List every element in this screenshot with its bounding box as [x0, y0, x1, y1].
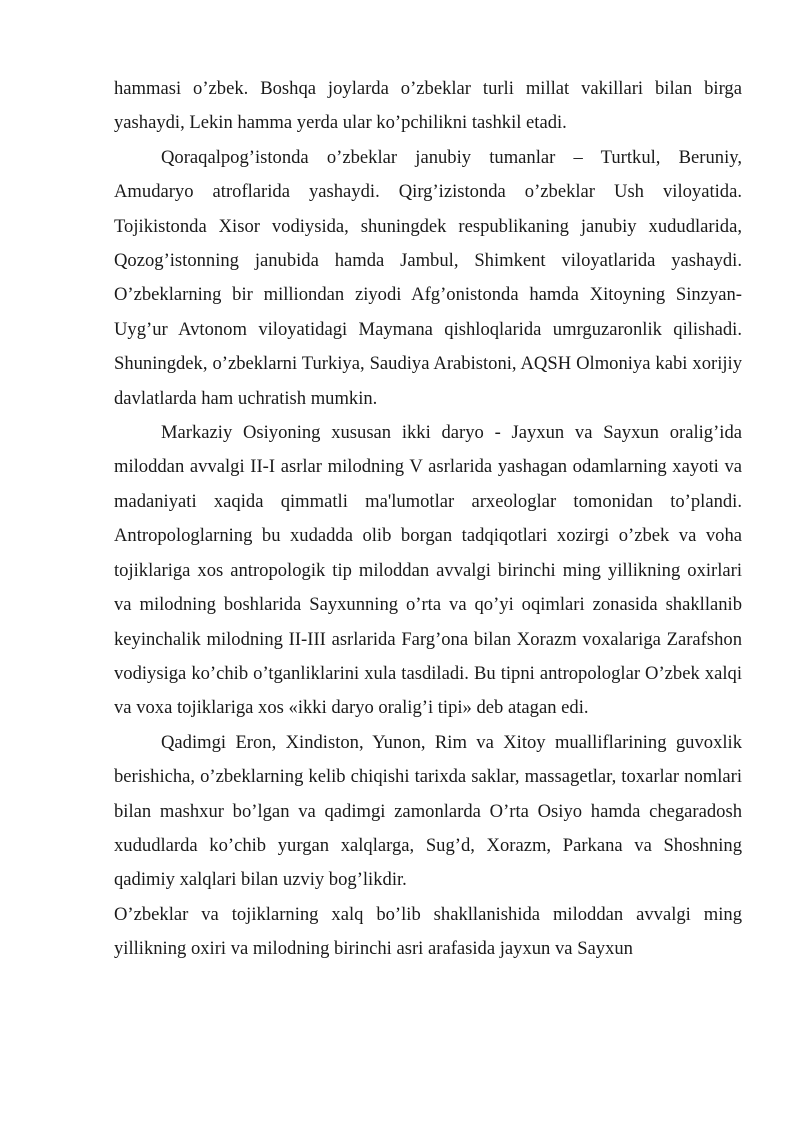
document-body: [114, 72, 742, 967]
paragraph-uzbek-regions: Qoraqalpog’istonda o’zbeklar janubiy tumanlar – Turtkul, Beruniy, Amudaryo atroflarida yashaydi. Qirg’izistonda o’zbeklar Ush viloyatida. Tojikistonda Xisor vodiysida, shuningdek respublikaning janubiy xududlarida, Qozog’istonning janubida hamda Jambul, Shimkent viloyatlarida yashaydi. O’zbeklarning bir milliondan ziyodi Afg’onistonda hamda Xitoyning Sinzyan-Uyg’ur Avtonom viloyatidagi Maymana qishloqlarida umrguzaronlik qilishadi. Shuningdek, o’zbeklarni Turkiya, Saudiya Arabistoni, AQSH Olmoniya kabi xorijiy davlatlarda ham uchratish mumkin.: [114, 146, 742, 409]
paragraph-central-asia-archaeology: Markaziy Osiyoning xususan ikki daryo - Jayxun va Sayxun oralig’ida miloddan avvalgi II-I asrlar milodning V asrlarida yashagan odamlarning xayoti va madaniyati xaqida qimmatli ma'lumotlar arxeologlar tomonidan to’plandi. Antropologlarning bu xudadda olib borgan tadqiqotlari xozirgi o’zbek va voha tojiklariga xos antropologik tip miloddan avvalgi birinchi ming yillikning oxirlari va milodning boshlarida Sayxunning o’rta va qo’yi oqimlari zonasida shakllanib keyinchalik milodning II-III asrlarida Farg’ona bilan Xorazm voxalariga Zarafshon vodiysiga ko’chib o’tganliklarini xula tasdiladi. Bu tipni antropologlar O’zbek xalqi va voxa tojiklariga xos «ikki daryo oralig’i tipi» deb atagan edi.: [114, 422, 742, 719]
paragraph-ancient-sources: Qadimgi Eron, Xindiston, Yunon, Rim va Xitoy mualliflarining guvoxlik berishicha, o’zbeklarning kelib chiqishi tarixda saklar, massagetlar, toxarlar nomlari bilan mashxur bo’lgan va qadimgi zamonlarda O’rta Osiyo hamda chegaradosh xududlarda ko’chib yurgan xalqlarga, Sug’d, Xorazm, Parkana va Shoshning qadimiy xalqlari bilan uzviy bog’likdir.: [114, 731, 742, 891]
paragraph-continuation: hammasi o’zbek. Boshqa joylarda o’zbeklar turli millat vakillari bilan birga yashaydi, Lekin hamma yerda ular ko’pchilikni tashkil etadi.: [114, 78, 742, 134]
paragraph-ethnogenesis: O’zbeklar va tojiklarning xalq bo’lib shakllanishida miloddan avvalgi ming yillikning oxiri va milodning birinchi asri arafasida jayxun va Sayxun: [114, 903, 742, 960]
